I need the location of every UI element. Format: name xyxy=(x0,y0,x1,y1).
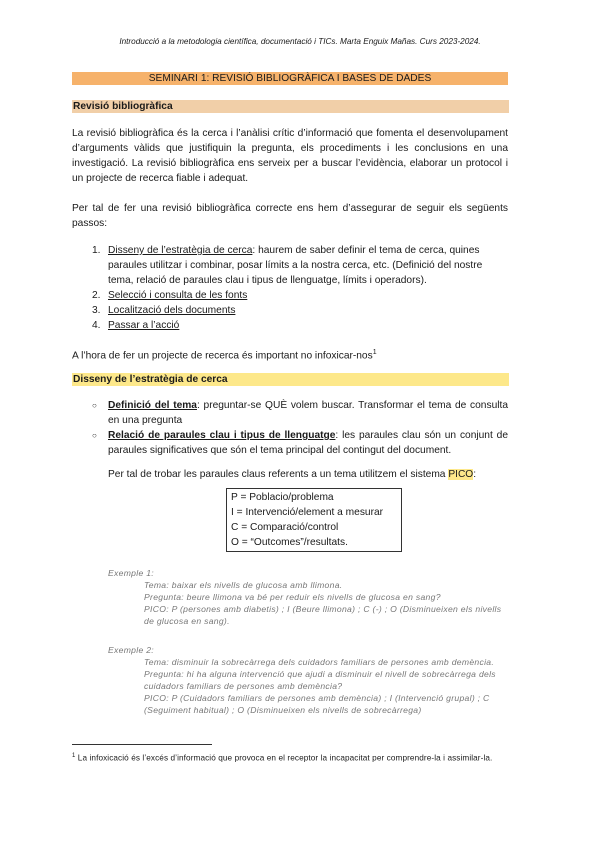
footnote xyxy=(72,750,512,765)
example1-label: Exemple 1: xyxy=(108,568,154,578)
pico-highlight: PICO xyxy=(448,469,474,480)
list-item xyxy=(92,303,508,318)
example2-label: Exemple 2: xyxy=(108,645,154,655)
step-number: 1. xyxy=(92,245,101,256)
step-label: Disseny de l’estratègia de cerca xyxy=(108,245,253,256)
footnote-divider xyxy=(72,744,212,745)
example2-pregunta: Pregunta: hi ha alguna intervenció que ajudi a disminuir el nivell de sobrecàrrega dels cuidadors familiars de persones amb demència? xyxy=(144,669,496,691)
example2-pico: PICO: P (Cuidadors familiars de persones amb demència) ; I (Intervenció grupal) ; C (Seguiment habitual) ; O (Disminueixen els nivells de sobrecàrrega) xyxy=(144,693,490,715)
step-description: : haurem de saber definir el tema de cerca, quines paraules utilitzar i combinar, posar límits a la nostra cerca, etc. (Definició del nostre tema, relació de paraules clau i tipus de llenguatge, límits i operadors). xyxy=(108,245,483,286)
pico-colon: : xyxy=(473,469,477,480)
pico-o: O = “Outcomes”/resultats. xyxy=(231,537,348,548)
step-label: Selecció i consulta de les fonts xyxy=(108,290,248,301)
footnote-ref: 1 xyxy=(372,349,377,356)
step-number: 4. xyxy=(92,320,101,331)
pico-intro xyxy=(108,467,508,482)
bullet-text: : les paraules clau són un conjunt de paraules significatives que són el tema principal del contingut del document. xyxy=(108,430,508,456)
footnote-text: La infoxicació és l’excés d’informació que provoca en el receptor la incapacitat per comprendre-la i assimilar-la. xyxy=(75,753,493,763)
page-header: Introducció a la metodologia científica, documentació i TICs. Marta Enguix Mañas. Curs 2023-2024. xyxy=(119,37,481,46)
footnote-number: 1 xyxy=(72,753,76,759)
section-heading-revisio: Revisió bibliogràfica xyxy=(72,100,509,113)
bullet-label: Relació de paraules clau i tipus de llenguatge xyxy=(108,430,336,441)
list-item xyxy=(92,398,508,428)
step-number: 3. xyxy=(92,305,101,316)
steps-intro-paragraph: Per tal de fer una revisió bibliogràfica correcte ens hem d’assegurar de seguir els següents passos: xyxy=(72,203,508,229)
note-text: A l’hora de fer un projecte de recerca és important no infoxicar-nos xyxy=(72,350,373,362)
steps-list xyxy=(92,243,508,333)
pico-p: P = Poblacio/problema xyxy=(231,492,334,503)
bullet-label: Definició del tema xyxy=(108,400,197,411)
pico-intro-text: Per tal de trobar les paraules claus referents a un tema utilitzem el sistema xyxy=(108,469,446,480)
list-item xyxy=(92,428,508,458)
example2-body xyxy=(144,656,506,716)
bullet-text: : preguntar-se QUÈ volem buscar. Transformar el tema de consulta en una pregunta xyxy=(108,400,508,426)
pico-box xyxy=(226,488,402,552)
step-label: Passar a l’acció xyxy=(108,320,180,331)
intro-paragraph: La revisió bibliogràfica és la cerca i l’anàlisi crític d’informació que fomenta el desenvolupament d’arguments vàlids que justifiquin la pregunta, els procediments i les conclusions en una investigació. La revisió bibliogràfica ens serveix per a buscar l’evidència, elaborar un protocol i un projecte de recerca fiable i adequat. xyxy=(72,128,508,184)
section-heading-disseny: Disseny de l’estratègia de cerca xyxy=(72,373,509,386)
bullet-circle-icon: ○ xyxy=(92,431,97,440)
list-item xyxy=(92,288,508,303)
bullet-list xyxy=(92,398,508,458)
step-label: Localització dels documents xyxy=(108,305,236,316)
example1-pico: PICO: P (persones amb diabetis) ; I (Beure llimona) ; C (-) ; O (Disminueixen els nivells de glucosa en sang). xyxy=(144,604,502,626)
pico-c: C = Comparació/control xyxy=(231,522,339,533)
example1-pregunta: Pregunta: beure llimona va bé per reduir els nivells de glucosa en sang? xyxy=(144,592,441,602)
example1-body xyxy=(144,579,506,627)
infoxicacio-note xyxy=(72,345,508,363)
list-item xyxy=(92,318,508,333)
step-number: 2. xyxy=(92,290,101,301)
list-item xyxy=(92,243,508,288)
example1-tema: Tema: baixar els nivells de glucosa amb llimona. xyxy=(144,580,343,590)
document-title: SEMINARI 1: REVISIÓ BIBLIOGRÀFICA I BASES DE DADES xyxy=(72,72,508,85)
example2-tema: Tema: disminuir la sobrecàrrega dels cuidadors familiars de persones amb demència. xyxy=(144,657,495,667)
bullet-circle-icon: ○ xyxy=(92,401,97,410)
pico-i: I = Intervenció/element a mesurar xyxy=(231,507,384,518)
